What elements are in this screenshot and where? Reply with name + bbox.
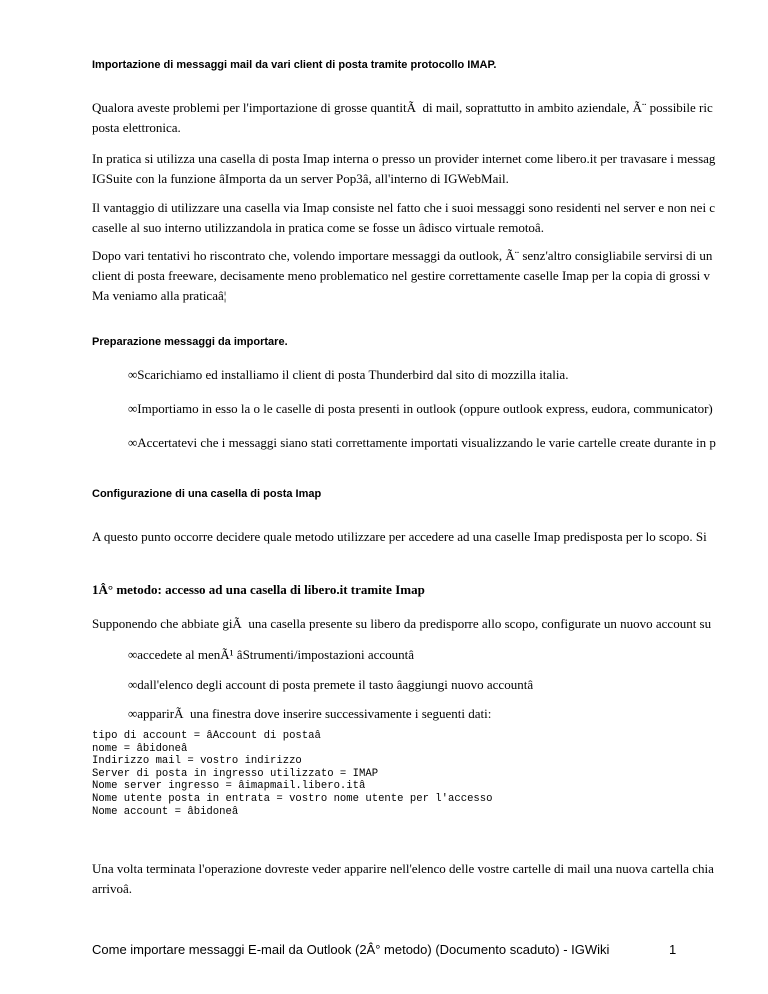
paragraph-practice: Ma veniamo alla praticaâ¦ [92, 288, 227, 303]
text-line: caselle al suo interno utilizzandola in pratica come se fosse un âdisco virtuale remotoâ. [92, 220, 544, 235]
account-settings-code-block [92, 730, 493, 818]
text-line: In pratica si utilizza una casella di posta Imap interna o presso un provider internet come libero.it per travasare i messag [92, 151, 716, 166]
list-item: ∞Accertatevi che i messaggi siano stati correttamente importati visualizzando le varie cartelle create durante in p [128, 435, 716, 450]
code-line: nome = âbidoneâ [92, 742, 188, 755]
paragraph-result [92, 859, 714, 899]
code-line: Server di posta in ingresso utilizzato = IMAP [92, 767, 379, 780]
section-heading-configuration: Configurazione di una casella di posta Imap [92, 488, 322, 500]
text-line: Il vantaggio di utilizzare una casella via Imap consiste nel fatto che i suoi messaggi sono residenti nel server e non nei c [92, 200, 716, 215]
code-line: Nome utente posta in entrata = vostro nome utente per l'accesso [92, 792, 493, 805]
paragraph-advantages [92, 198, 715, 238]
paragraph-method-choice: A questo punto occorre decidere quale metodo utilizzare per accedere ad una caselle Imap predisposta per lo scopo. Si [92, 529, 707, 544]
paragraph-outlook-advice [92, 246, 712, 286]
list-item: ∞Importiamo in esso la o le caselle di posta presenti in outlook (oppure outlook express, eudora, communicator) [128, 401, 713, 416]
paragraph-imap-transfer [92, 149, 715, 189]
text-line: posta elettronica. [92, 120, 181, 135]
paragraph-libero-account: Supponendo che abbiate giÃ una casella presente su libero da predisporre allo scopo, configurate un nuovo account su [92, 616, 712, 631]
list-item: ∞accedete al menÃ¹ âStrumenti/impostazioni accountâ [128, 647, 415, 662]
code-line: tipo di account = âAccount di postaâ [92, 730, 321, 742]
code-line: Indirizzo mail = vostro indirizzo [92, 755, 302, 768]
code-line: Nome server ingresso = âimapmail.libero.itâ [92, 780, 366, 793]
text-line: client di posta freeware, decisamente meno problematico nel gestire correttamente caselle Imap per la copia di grossi v [92, 268, 710, 283]
footer-page-number: 1 [669, 942, 677, 957]
footer-document-title: Come importare messaggi E-mail da Outlook (2Â° metodo) (Documento scaduto) - IGWiki [92, 942, 610, 957]
intro-paragraph [92, 98, 713, 138]
text-line: Una volta terminata l'operazione dovreste veder apparire nell'elenco delle vostre cartelle di mail una nuova cartella chia [92, 861, 714, 876]
section-heading-preparation: Preparazione messaggi da importare. [92, 336, 288, 348]
subsection-heading-method-1: 1Â° metodo: accesso ad una casella di libero.it tramite Imap [92, 582, 425, 597]
text-line: IGSuite con la funzione âImporta da un server Pop3â, all'interno di IGWebMail. [92, 171, 509, 186]
list-item: ∞apparirÃ una finestra dove inserire successivamente i seguenti dati: [128, 706, 492, 721]
text-line: arrivoâ. [92, 881, 133, 896]
main-heading: Importazione di messaggi mail da vari client di posta tramite protocollo IMAP. [92, 59, 497, 71]
text-line: Dopo vari tentativi ho riscontrato che, volendo importare messaggi da outlook, Ã¨ senz'altro consigliabile servirsi di un [92, 248, 713, 263]
code-line: Nome account = âbidoneâ [92, 805, 239, 818]
text-line: Qualora aveste problemi per l'importazione di grosse quantitÃ di mail, soprattutto in ambito aziendale, Ã¨ possibile ric [92, 100, 713, 115]
list-item: ∞dall'elenco degli account di posta premete il tasto âaggiungi nuovo accountâ [128, 677, 534, 692]
list-item: ∞Scarichiamo ed installiamo il client di posta Thunderbird dal sito di mozzilla italia. [128, 367, 569, 382]
